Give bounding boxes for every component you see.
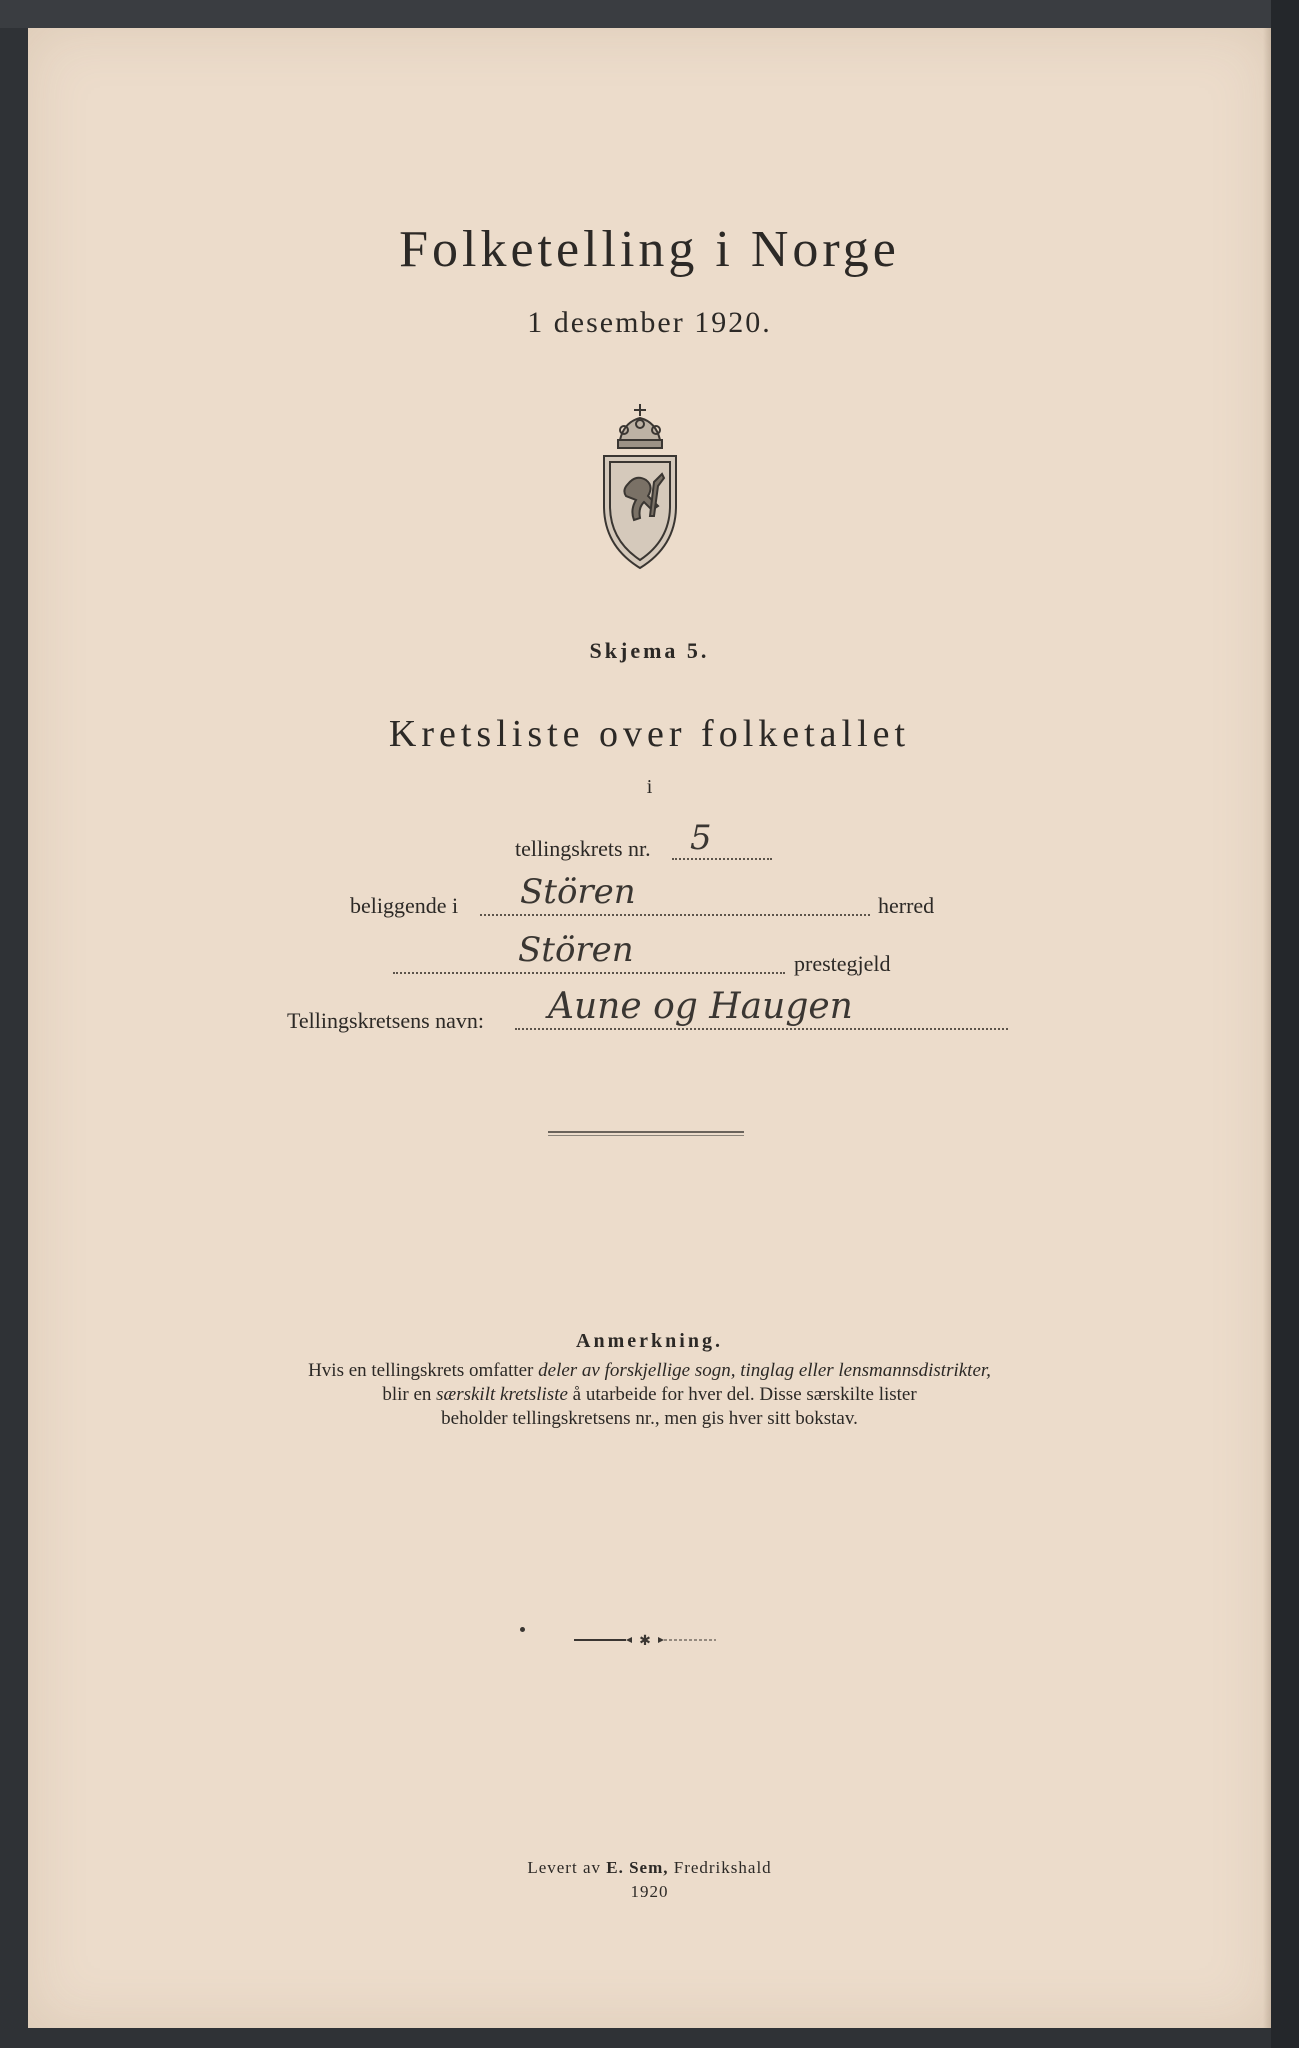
note-line-1 (0, 1360, 1299, 1382)
form-heading: Kretsliste over folketallet (388, 713, 911, 755)
schema-number: Skjema 5. (589, 638, 710, 663)
prestegjeld-field-line (393, 972, 785, 974)
note-line-2-text: blir en (382, 1384, 432, 1405)
beliggende-label: beliggende i (350, 893, 459, 918)
printer-line (0, 1858, 1299, 1878)
herred-value: Stören (520, 872, 636, 912)
krets-number-label: tellingskrets nr. (515, 836, 651, 861)
document-date: 1 desember 1920. (527, 306, 772, 339)
krets-number-field-line (672, 858, 772, 860)
note-line-2-rest: å utarbeide for hver del. Disse særskilte lister (572, 1384, 917, 1405)
krets-name-value: Aune og Haugen (548, 986, 853, 1027)
herred-label: herred (878, 893, 935, 918)
separator-rule (548, 1131, 744, 1133)
note-line-1-text: Hvis en tellingskrets omfatter (308, 1360, 534, 1381)
note-line-1-italic: deler av forskjellige sogn, tinglag eller lensmannsdistrikter, (538, 1360, 991, 1381)
printer-place: Fredrikshald (673, 1858, 772, 1877)
svg-text:✱: ✱ (639, 1633, 651, 1649)
scan-top-edge (0, 0, 1299, 28)
note-title: Anmerkning. (576, 1330, 723, 1352)
printer-prefix: Levert av (527, 1858, 601, 1877)
coat-of-arms-icon (594, 400, 686, 570)
krets-name-label: Tellingskretsens navn: (287, 1008, 485, 1033)
printer-year: 1920 (630, 1882, 669, 1901)
preposition: i (646, 776, 653, 798)
prestegjeld-value: Stören (518, 930, 634, 970)
ornament-divider-icon (570, 1630, 720, 1650)
note-line-2 (0, 1384, 1299, 1406)
note-line-2-italic: særskilt kretsliste (436, 1384, 568, 1405)
printer-name: E. Sem, (606, 1858, 669, 1877)
ink-dot (520, 1627, 525, 1632)
krets-number-value: 5 (690, 818, 712, 858)
prestegjeld-label: prestegjeld (794, 951, 891, 976)
note-line-3: beholder tellingskretsens nr., men gis hver sitt bokstav. (441, 1408, 858, 1429)
herred-field-line (480, 914, 870, 916)
separator-rule-thin (548, 1135, 744, 1136)
krets-name-field-line (515, 1028, 1008, 1030)
document-title: Folketelling i Norge (399, 221, 900, 278)
